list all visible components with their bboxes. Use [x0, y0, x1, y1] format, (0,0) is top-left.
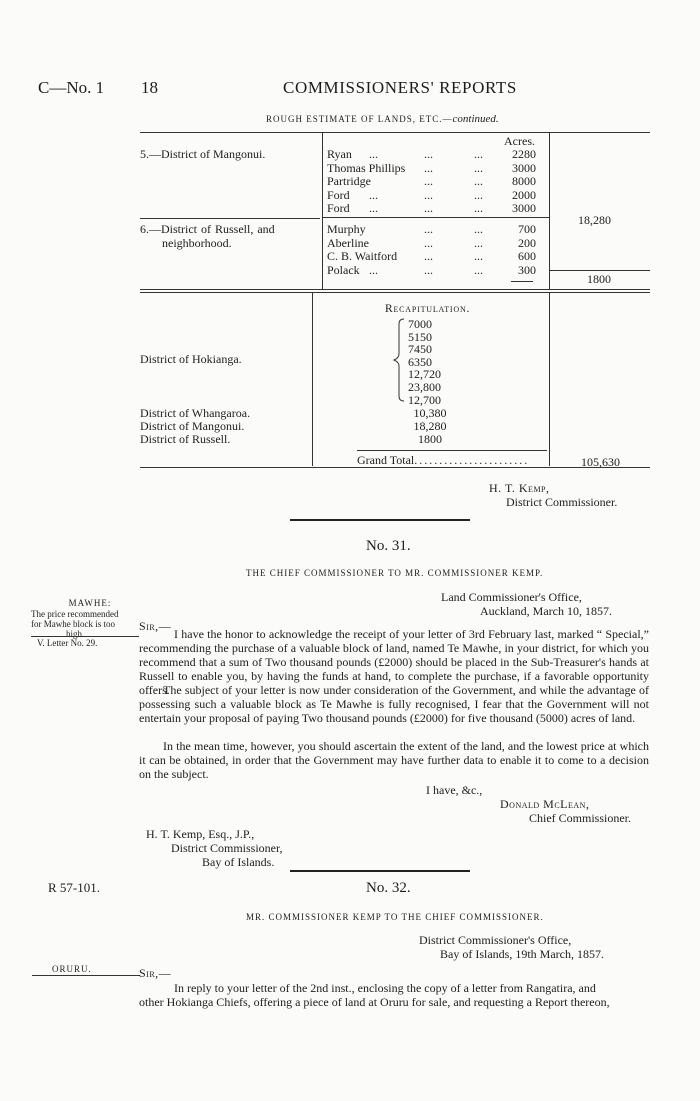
letter-31-closing: I have, &c.,: [426, 783, 483, 797]
letter-31-paragraph-3: In the mean time, however, you should ascertain the extent of the land, and the lowest price at which it can be obtained, in order that the Government may have further data to enable it to come to a decision on the subject.: [139, 739, 649, 781]
column-divider-names: [322, 133, 323, 290]
district-separator: [322, 217, 549, 218]
district-russell-label-line2: neighborhood.: [162, 236, 232, 250]
entry-dots-1: ...: [369, 147, 378, 161]
mangonui-total: 18,280: [578, 213, 611, 227]
entry-dots-2: ...: [424, 201, 433, 216]
recap-row-label: District of Russell.: [140, 431, 231, 446]
entry-dots-3: ...: [474, 262, 483, 277]
letter-32-salutation: Sir,—: [139, 966, 172, 980]
letter-31-paragraph-1: I have the honor to acknowledge the receipt of your letter of 3rd February last, marked “ Special,” recommending the purchase of a valuable block of land, named Te Mawhe, in your district, for which you recommend that a sum of Two thousand pounds (£2000) should be placed in the Sub-Treasurer's hands at Russell to enable you, by having the funds at hand, to complete the purchase, if a favorable opportunity offers.: [139, 627, 649, 697]
recap-row-value: 10,380: [413, 406, 447, 420]
table-mid-rule-1: [140, 289, 650, 290]
table-subtitle-continued: continued.: [452, 113, 499, 125]
letter-31-number: No. 31.: [366, 538, 411, 554]
document-id: C—No. 1: [38, 78, 105, 97]
entry-dots-2: ...: [424, 262, 433, 277]
letter-32-address-1: District Commissioner's Office,: [419, 933, 572, 947]
entry-dots-3: ...: [474, 187, 483, 202]
entry-dots-3: ...: [474, 160, 483, 175]
entry-dots-2: ...: [424, 147, 433, 161]
hokianga-value: 12,720: [408, 367, 441, 382]
entry-name: Polack: [327, 262, 360, 277]
page-number: 18: [141, 78, 158, 97]
entry-dots-3: ...: [474, 201, 483, 216]
page-title: COMMISSIONERS' REPORTS: [283, 78, 517, 97]
entry-name: Aberline: [327, 235, 369, 250]
hokianga-value: 7450: [408, 342, 432, 357]
acres-header: Acres.: [504, 134, 535, 148]
hokianga-brace: [392, 318, 406, 402]
table-bottom-rule: [140, 467, 650, 468]
letter-31-salutation: Sir,—: [139, 619, 172, 633]
kemp-signature-name: H. T. Kemp,: [489, 481, 550, 495]
recap-row-value: 18,280: [413, 418, 447, 433]
letter-32-number: No. 32.: [366, 880, 411, 896]
grand-total-value: 105,630: [581, 455, 620, 469]
entry-name: Ford: [327, 201, 350, 216]
entry-name: Thomas Phillips: [327, 160, 406, 175]
table-mid-rule-2: [140, 292, 650, 293]
recap-divider-right: [549, 293, 550, 466]
entry-acres: 3000: [512, 201, 536, 216]
entry-dots-3: ...: [474, 222, 483, 236]
entry-dots-2: ...: [424, 222, 433, 236]
margin-note-line: The price recommended: [31, 609, 119, 619]
totals-rule: [550, 270, 650, 271]
entry-acres: 200: [518, 235, 536, 250]
hokianga-value: 12,700: [408, 392, 441, 407]
table-subtitle: [266, 113, 499, 125]
entry-dots-3: ...: [474, 147, 483, 161]
letter-32-ref: R 57-101.: [48, 880, 100, 895]
district-russell-label: 6.—District of Russell, and: [140, 222, 275, 236]
entry-acres: 300: [518, 262, 536, 277]
russell-total: 1800: [587, 272, 611, 286]
margin-note-line: for Mawhe block is too: [31, 619, 115, 629]
margin-mawhe-title: MAWHE:: [68, 598, 112, 608]
margin-note-rule: [31, 636, 139, 637]
section-rule-32: [290, 870, 470, 872]
recap-row-label: District of Whangaroa.: [140, 406, 251, 420]
margin-note-line: high.: [66, 629, 85, 639]
entry-dots-1: ...: [369, 201, 378, 216]
grand-total-line: Grand Total.......................: [357, 453, 530, 467]
recipient-line: H. T. Kemp, Esq., J.P.,: [146, 827, 255, 841]
recap-row-label: District of Mangonui.: [140, 418, 245, 433]
district-mangonui-label: 5.—District of Mangonui.: [140, 147, 266, 161]
kemp-signature-title: District Commissioner.: [506, 495, 618, 509]
entry-name: Ryan: [327, 147, 352, 161]
letter-32-line-1: In reply to your letter of the 2nd inst., enclosing the copy of a letter from Rangatira, and: [174, 981, 596, 995]
recap-row-value: 1800: [418, 431, 442, 446]
letter-32-line-2: other Hokianga Chiefs, offering a piece of land at Oruru for sale, and requesting a Report thereon,: [139, 995, 610, 1009]
letter-32-address-2: Bay of Islands, 19th March, 1857.: [440, 947, 604, 961]
table-top-rule: [140, 132, 650, 133]
entry-acres: 600: [518, 249, 536, 264]
hokianga-value: 23,800: [408, 380, 441, 394]
entry-dots-2: ...: [424, 174, 433, 189]
letter-31-signature-title: Chief Commissioner.: [529, 811, 631, 825]
letter-31-paragraph-2: The subject of your letter is now under consideration of the Government, and while the advantage of possessing such a valuable block as Te Mawhe is fully recognised, I fear that the Government will not entertain your proposal of paying Two thousand pounds (£2000) for five thousand (5000) acres of land.: [139, 683, 649, 725]
margin-oruru-title: ORURU.: [52, 964, 92, 974]
district-separator-left: [140, 218, 320, 219]
letter-32-heading: MR. COMMISSIONER KEMP TO THE CHIEF COMMISSIONER.: [246, 912, 544, 922]
entry-dots-2: ...: [424, 235, 433, 250]
recap-heading: Recapitulation.: [385, 303, 471, 315]
entry-acres: 700: [518, 222, 536, 236]
margin-oruru-rule: [32, 975, 140, 976]
entry-dots-3: ...: [474, 249, 483, 264]
letter-31-signature-name: Donald McLean,: [500, 797, 590, 811]
recap-divider-left: [312, 293, 313, 466]
hokianga-value: 7000: [408, 317, 432, 331]
entry-acres: 3000: [512, 160, 536, 175]
letter-31-address-1: Land Commissioner's Office,: [441, 590, 582, 604]
grand-total-rule: [357, 450, 547, 451]
hokianga-value: 6350: [408, 354, 432, 369]
margin-letter-ref: V. Letter No. 29.: [37, 638, 98, 648]
hokianga-value: 5150: [408, 329, 432, 344]
recipient-line: District Commissioner,: [171, 841, 283, 855]
entry-dots-2: ...: [424, 187, 433, 202]
entry-acres: 8000: [512, 174, 536, 189]
entry-dots-2: ...: [424, 160, 433, 175]
entry-name: C. B. Waitford: [327, 249, 398, 264]
grand-total-label: Grand Total: [357, 453, 415, 467]
entry-dots-1: ...: [369, 262, 378, 277]
column-divider-totals: [549, 133, 550, 290]
letter-31-address-2: Auckland, March 10, 1857.: [480, 604, 612, 618]
entry-dots-3: ...: [474, 174, 483, 189]
letter-31-heading: THE CHIEF COMMISSIONER TO MR. COMMISSIONER KEMP.: [246, 568, 544, 578]
sum-rule: [511, 281, 533, 282]
table-subtitle-text: ROUGH ESTIMATE OF LANDS, ETC.—: [266, 114, 453, 124]
margin-mawhe-note: [31, 609, 118, 639]
entry-name: Murphy: [327, 222, 366, 236]
section-rule-31: [290, 519, 470, 521]
entry-dots-2: ...: [424, 249, 433, 264]
entry-dots-1: ...: [369, 187, 378, 202]
recap-hokianga-label: District of Hokianga.: [140, 352, 242, 366]
entry-name: Partridge: [327, 174, 371, 189]
entry-dots-3: ...: [474, 235, 483, 250]
entry-acres: 2000: [512, 187, 536, 202]
entry-name: Ford: [327, 187, 350, 202]
entry-acres: 2280: [512, 147, 536, 161]
recipient-line: Bay of Islands.: [202, 855, 275, 869]
